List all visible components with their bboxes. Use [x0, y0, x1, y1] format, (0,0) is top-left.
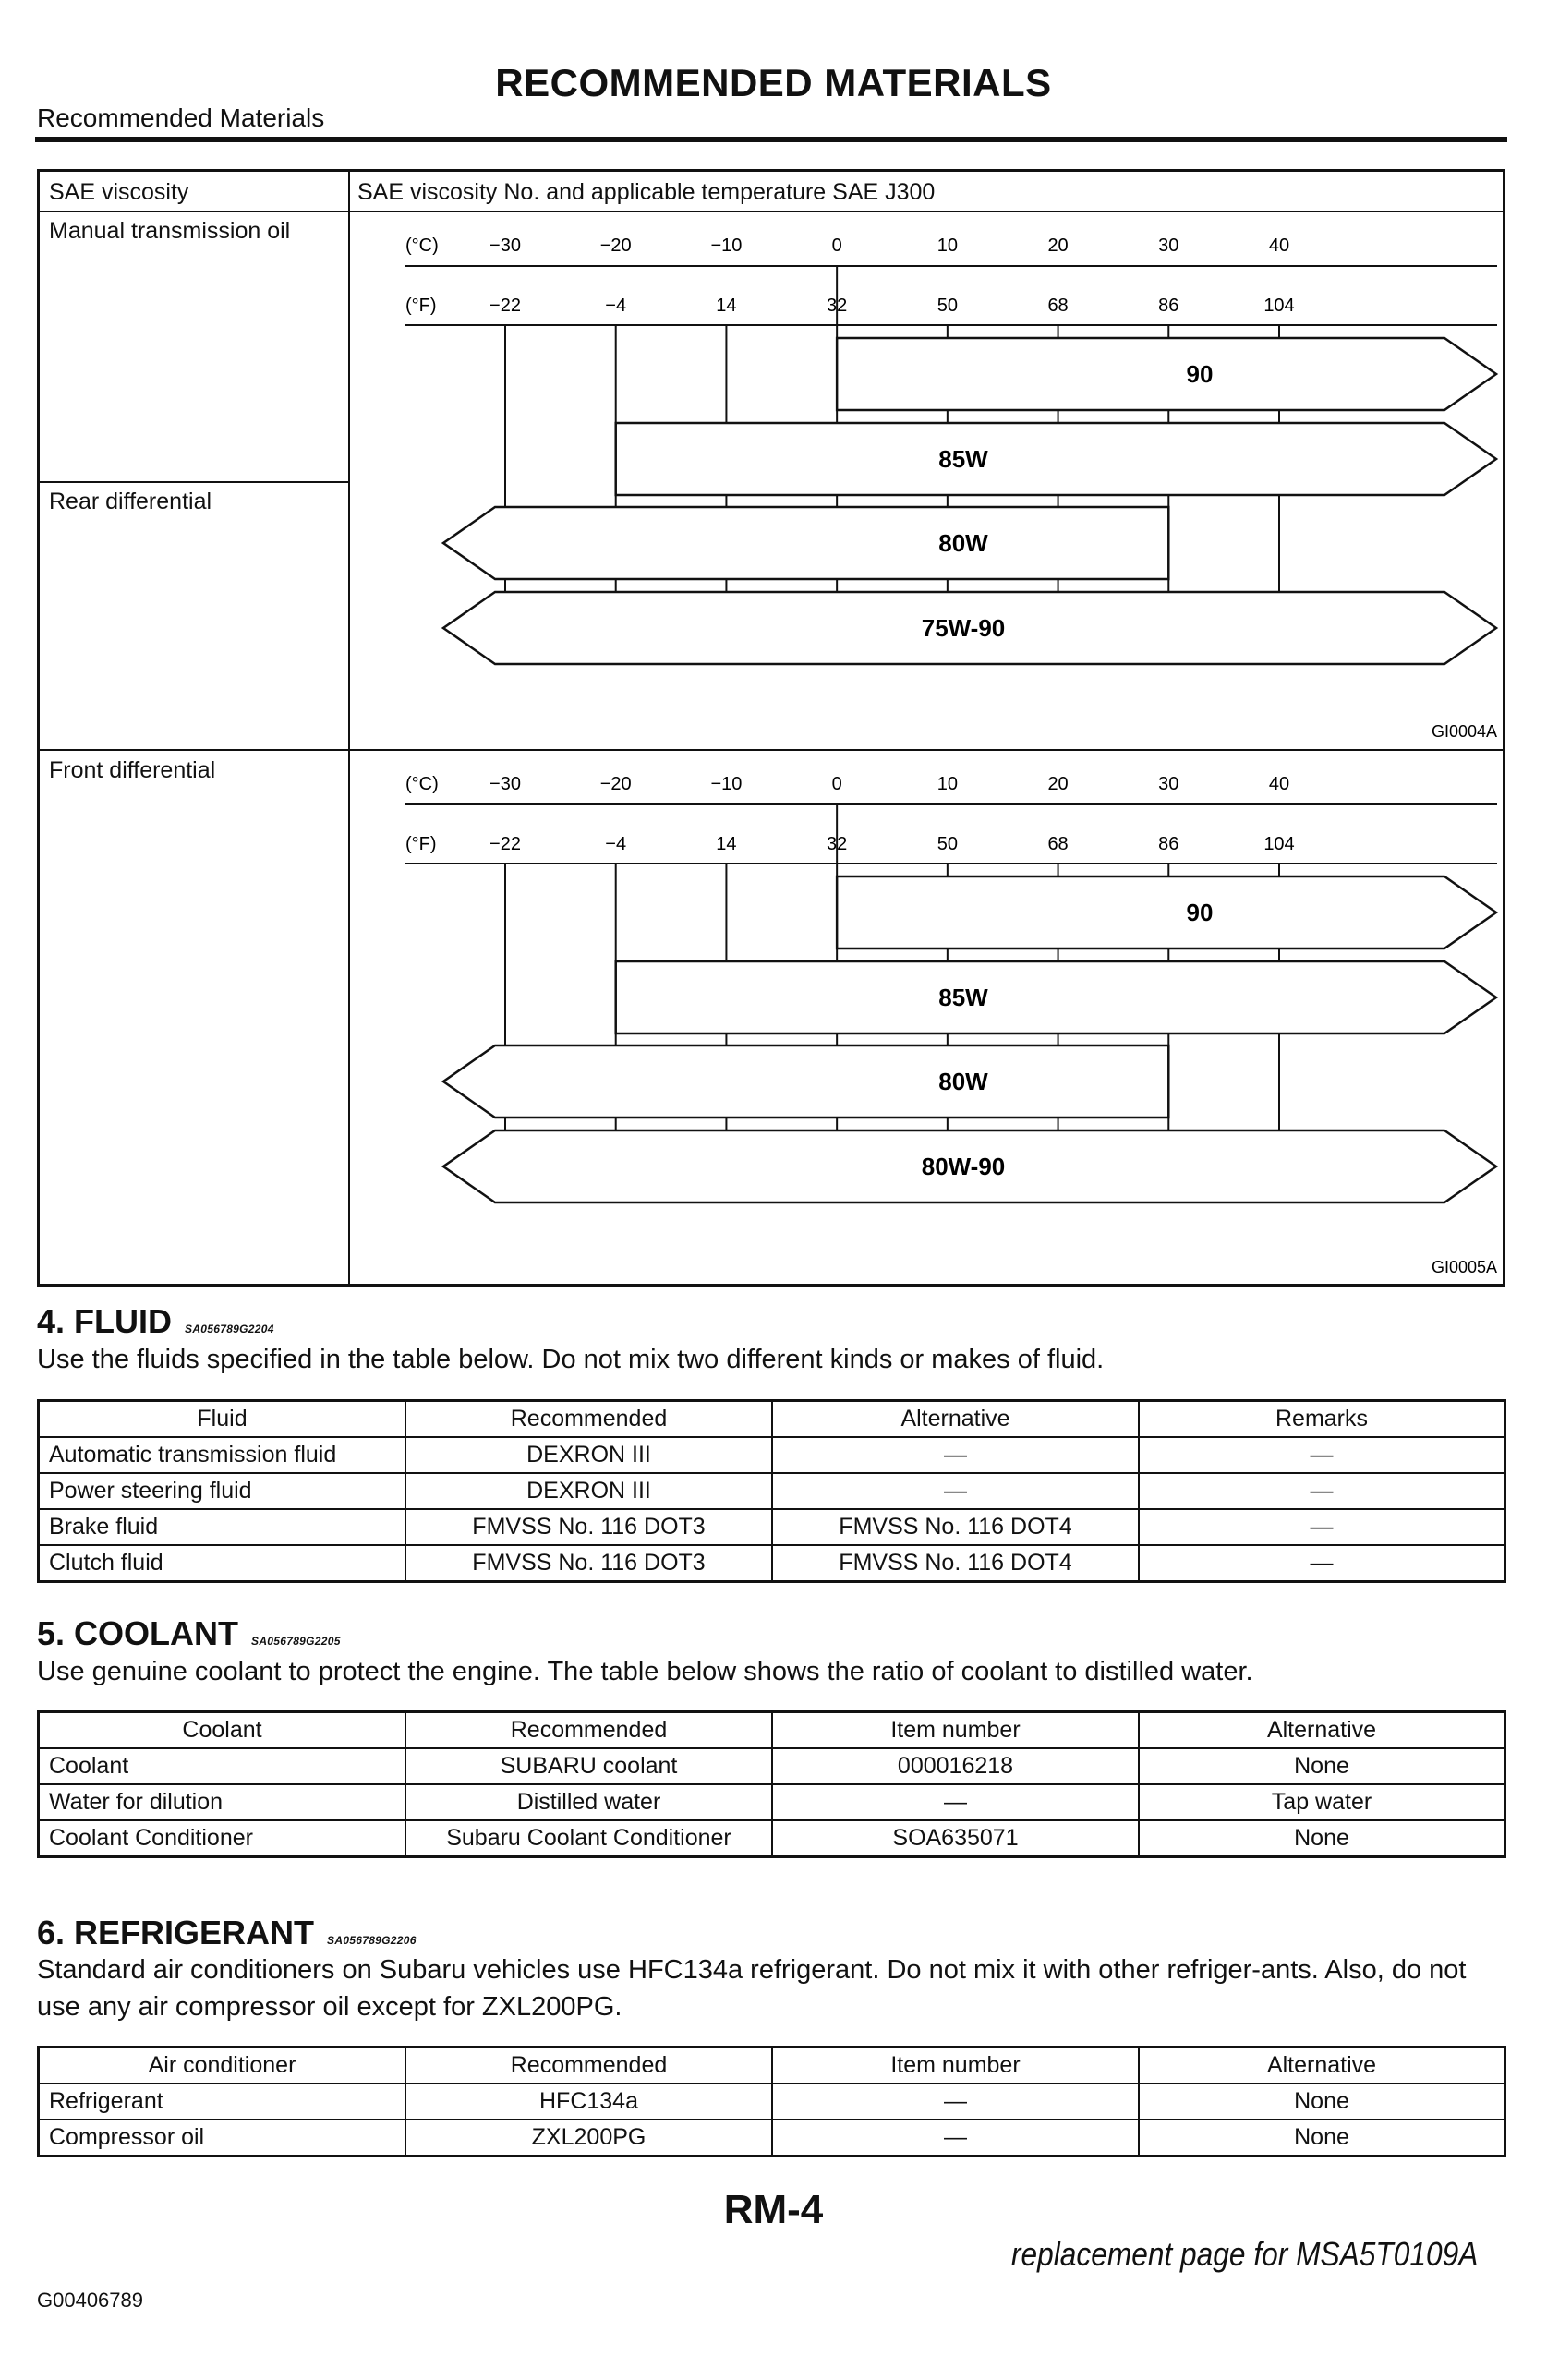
row-label-front-differential: Front differential	[49, 757, 216, 783]
fluid-remarks: —	[1139, 1509, 1505, 1545]
coolant-header-alternative: Alternative	[1139, 1712, 1505, 1749]
fahrenheit-tick-label: 104	[1263, 296, 1295, 316]
fluid-header-remarks: Remarks	[1139, 1401, 1505, 1438]
page-title: RECOMMENDED MATERIALS	[495, 61, 1052, 104]
fluid-header-recommended: Recommended	[405, 1401, 772, 1438]
fahrenheit-tick-label: 50	[937, 296, 958, 316]
fahrenheit-tick-label: −4	[605, 296, 627, 316]
coolant-item-number: SOA635071	[772, 1820, 1139, 1857]
refrigerant-header-alternative: Alternative	[1139, 2048, 1505, 2084]
table-row	[39, 1820, 1505, 1857]
viscosity-grade-label: 90	[1186, 899, 1214, 926]
celsius-tick-label: −30	[489, 236, 521, 256]
refrigerant-alternative: None	[1139, 2120, 1505, 2156]
celsius-tick-label: 10	[937, 774, 958, 794]
fahrenheit-tick-label: 14	[716, 834, 737, 854]
coolant-recommended: SUBARU coolant	[405, 1748, 772, 1784]
celsius-unit-label: (°C)	[405, 774, 439, 794]
viscosity-grade-label: 90	[1186, 360, 1214, 388]
fluid-title: FLUID	[74, 1302, 173, 1340]
celsius-tick-label: 0	[831, 774, 842, 794]
row-label-manual-transmission: Manual transmission oil	[49, 218, 291, 244]
page-number: RM-4	[723, 2187, 824, 2232]
coolant-heading	[37, 1614, 341, 1653]
table-row	[39, 1509, 1505, 1545]
viscosity-grade-label: 85W	[938, 984, 988, 1011]
viscosity-grade-label: 80W-90	[921, 1153, 1006, 1180]
table-row	[39, 1473, 1505, 1509]
viscosity-col1-header: SAE viscosity	[49, 179, 189, 205]
coolant-header-recommended: Recommended	[405, 1712, 772, 1749]
fluid-recommended: FMVSS No. 116 DOT3	[405, 1545, 772, 1582]
refrigerant-alternative: None	[1139, 2084, 1505, 2120]
coolant-item-number: —	[772, 1784, 1139, 1820]
fahrenheit-tick-label: −22	[489, 834, 521, 854]
refrigerant-item-number: —	[772, 2084, 1139, 2120]
fluid-code: SA056789G2204	[185, 1323, 274, 1335]
fahrenheit-tick-label: 50	[937, 834, 958, 854]
coolant-header-item-number: Item number	[772, 1712, 1139, 1749]
celsius-unit-label: (°C)	[405, 236, 439, 256]
celsius-tick-label: 40	[1268, 774, 1290, 794]
fluid-heading	[37, 1302, 274, 1341]
celsius-tick-label: −10	[710, 236, 743, 256]
celsius-tick-label: 20	[1047, 774, 1069, 794]
viscosity-grade-label: 85W	[938, 445, 988, 473]
celsius-tick-label: 30	[1158, 774, 1179, 794]
refrigerant-table	[37, 2046, 1506, 2157]
refrigerant-title: REFRIGERANT	[74, 1914, 315, 1951]
celsius-tick-label: 10	[937, 236, 958, 256]
fluid-remarks: —	[1139, 1473, 1505, 1509]
coolant-name: Coolant Conditioner	[39, 1820, 406, 1857]
fluid-number: 4.	[37, 1302, 66, 1340]
refrigerant-number: 6.	[37, 1914, 66, 1951]
coolant-item-number: 000016218	[772, 1748, 1139, 1784]
celsius-tick-label: 30	[1158, 236, 1179, 256]
fluid-remarks: —	[1139, 1437, 1505, 1473]
celsius-tick-label: −30	[489, 774, 521, 794]
refrigerant-heading	[37, 1914, 417, 1952]
fluid-alternative: FMVSS No. 116 DOT4	[772, 1545, 1139, 1582]
celsius-tick-label: −10	[710, 774, 743, 794]
fluid-alternative: FMVSS No. 116 DOT4	[772, 1509, 1139, 1545]
header-rule	[35, 137, 1507, 142]
viscosity-grade-label: 80W	[938, 1068, 988, 1095]
fluid-description: Use the fluids specified in the table below. Do not mix two different kinds or makes of fluid.	[37, 1345, 1105, 1374]
row-separator-rear	[40, 481, 349, 483]
table-row	[39, 1437, 1505, 1473]
refrigerant-header-air-conditioner: Air conditioner	[39, 2048, 406, 2084]
celsius-tick-label: 20	[1047, 236, 1069, 256]
fluid-header-alternative: Alternative	[772, 1401, 1139, 1438]
refrigerant-recommended: HFC134a	[405, 2084, 772, 2120]
figure-code: GI0004A	[1431, 722, 1497, 741]
coolant-description: Use genuine coolant to protect the engine. The table below shows the ratio of coolant to distilled water.	[37, 1657, 1253, 1686]
fahrenheit-tick-label: 32	[827, 296, 848, 316]
fluid-alternative: —	[772, 1437, 1139, 1473]
coolant-name: Coolant	[39, 1748, 406, 1784]
viscosity-range-bar	[616, 423, 1496, 495]
viscosity-col2-header: SAE viscosity No. and applicable temperature SAE J300	[357, 179, 936, 205]
fahrenheit-tick-label: 68	[1047, 834, 1069, 854]
fahrenheit-unit-label: (°F)	[405, 296, 437, 316]
coolant-table-header	[39, 1712, 1505, 1749]
refrigerant-name: Compressor oil	[39, 2120, 406, 2156]
refrigerant-header-recommended: Recommended	[405, 2048, 772, 2084]
refrigerant-recommended: ZXL200PG	[405, 2120, 772, 2156]
celsius-tick-label: −20	[599, 774, 632, 794]
coolant-alternative: None	[1139, 1820, 1505, 1857]
viscosity-range-bar	[443, 507, 1168, 579]
fahrenheit-tick-label: 104	[1263, 834, 1295, 854]
section-header: Recommended Materials	[37, 103, 325, 132]
table-row	[39, 2084, 1505, 2120]
coolant-number: 5.	[37, 1614, 66, 1652]
fluid-header-fluid: Fluid	[39, 1401, 406, 1438]
fahrenheit-unit-label: (°F)	[405, 834, 437, 854]
coolant-alternative: None	[1139, 1748, 1505, 1784]
fluid-name: Clutch fluid	[39, 1545, 406, 1582]
celsius-tick-label: 40	[1268, 236, 1290, 256]
celsius-tick-label: 0	[831, 236, 842, 256]
document-code: G00406789	[37, 2289, 143, 2312]
fahrenheit-tick-label: 32	[827, 834, 848, 854]
coolant-alternative: Tap water	[1139, 1784, 1505, 1820]
fahrenheit-tick-label: −4	[605, 834, 627, 854]
viscosity-range-bar	[443, 1045, 1168, 1118]
coolant-code: SA056789G2205	[251, 1635, 341, 1648]
viscosity-table	[37, 169, 1505, 1287]
fluid-recommended: DEXRON III	[405, 1437, 772, 1473]
table-row	[39, 2120, 1505, 2156]
refrigerant-name: Refrigerant	[39, 2084, 406, 2120]
viscosity-grade-label: 80W	[938, 529, 988, 557]
fluid-table	[37, 1399, 1506, 1583]
fluid-name: Brake fluid	[39, 1509, 406, 1545]
fahrenheit-tick-label: 86	[1158, 296, 1179, 316]
table-row	[39, 1545, 1505, 1582]
fahrenheit-tick-label: −22	[489, 296, 521, 316]
viscosity-range-bar	[837, 338, 1496, 410]
fluid-recommended: DEXRON III	[405, 1473, 772, 1509]
fluid-recommended: FMVSS No. 116 DOT3	[405, 1509, 772, 1545]
coolant-header-coolant: Coolant	[39, 1712, 406, 1749]
viscosity-diagram-2	[350, 751, 1503, 1284]
coolant-title: COOLANT	[74, 1614, 239, 1652]
fahrenheit-tick-label: 68	[1047, 296, 1069, 316]
coolant-recommended: Subaru Coolant Conditioner	[405, 1820, 772, 1857]
viscosity-range-bar	[837, 876, 1496, 948]
fahrenheit-tick-label: 86	[1158, 834, 1179, 854]
row-label-rear-differential: Rear differential	[49, 489, 212, 514]
fahrenheit-tick-label: 14	[716, 296, 737, 316]
replacement-note: replacement page for MSA5T0109A	[1010, 2235, 1478, 2273]
coolant-table	[37, 1710, 1506, 1858]
fluid-name: Power steering fluid	[39, 1473, 406, 1509]
viscosity-range-bar	[616, 961, 1496, 1033]
fluid-table-header	[39, 1401, 1505, 1438]
refrigerant-description: Standard air conditioners on Subaru vehicles use HFC134a refrigerant. Do not mix it with other refriger-ants. Also, do not use any air compressor oil except for ZXL200PG.	[37, 1955, 1467, 2022]
viscosity-grade-label: 75W-90	[921, 614, 1006, 642]
refrigerant-item-number: —	[772, 2120, 1139, 2156]
coolant-recommended: Distilled water	[405, 1784, 772, 1820]
table-row	[39, 1784, 1505, 1820]
viscosity-diagram-1	[350, 212, 1503, 748]
figure-code: GI0005A	[1431, 1258, 1497, 1276]
fluid-alternative: —	[772, 1473, 1139, 1509]
celsius-tick-label: −20	[599, 236, 632, 256]
fluid-name: Automatic transmission fluid	[39, 1437, 406, 1473]
refrigerant-table-header	[39, 2048, 1505, 2084]
coolant-name: Water for dilution	[39, 1784, 406, 1820]
refrigerant-code: SA056789G2206	[327, 1934, 417, 1947]
table-row	[39, 1748, 1505, 1784]
refrigerant-header-item-number: Item number	[772, 2048, 1139, 2084]
fluid-remarks: —	[1139, 1545, 1505, 1582]
